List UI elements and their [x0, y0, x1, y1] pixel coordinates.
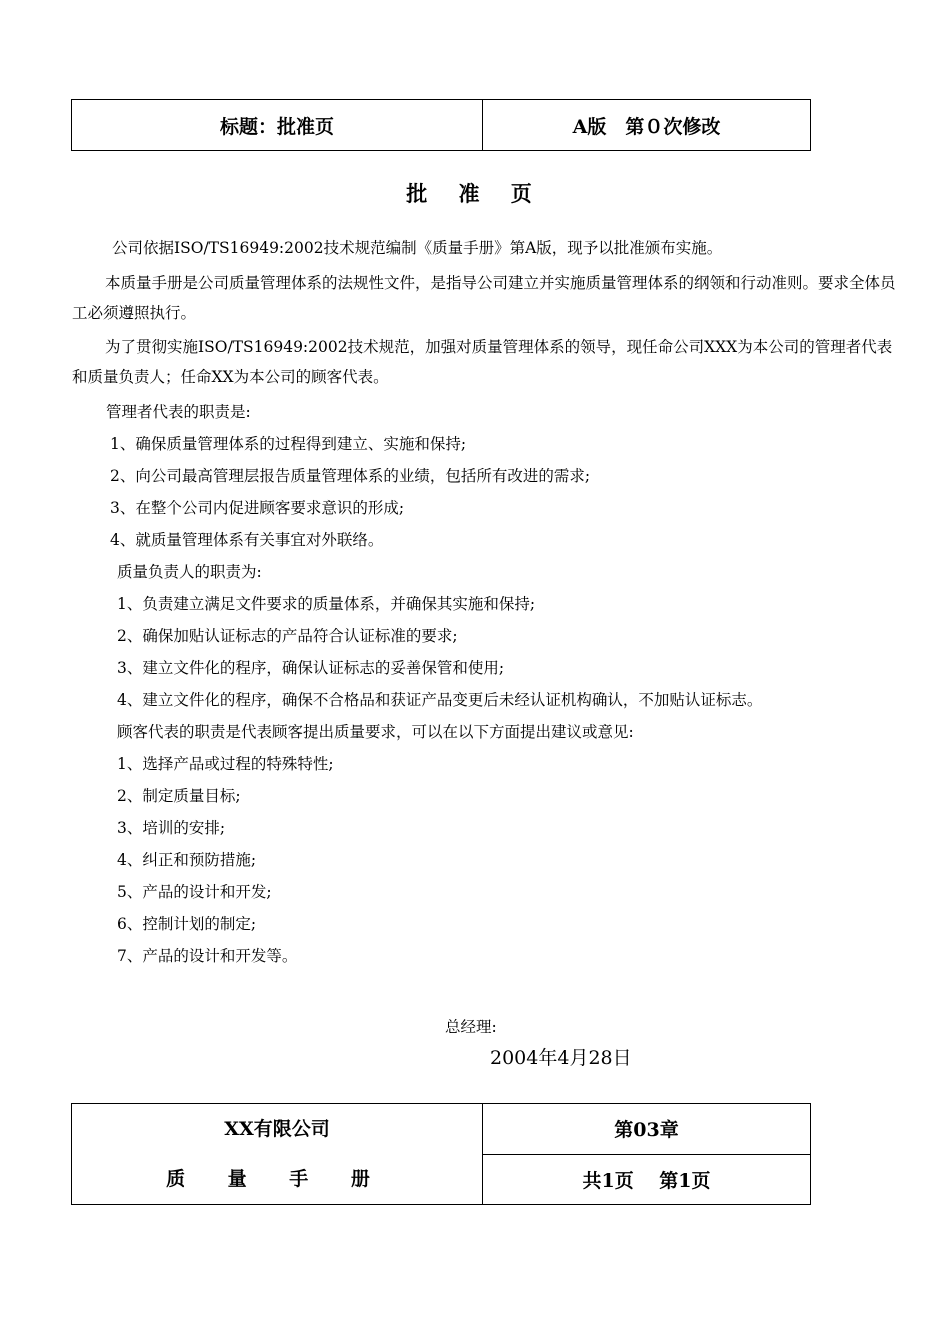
- cust-item: 5、产品的设计和开发;: [117, 883, 272, 901]
- footer-company-cell: [72, 1104, 483, 1205]
- qa-item: 1、负责建立满足文件要求的质量体系，并确保其实施和保持;: [117, 595, 536, 613]
- cust-item: 6、控制计划的制定;: [117, 915, 257, 933]
- cust-item: 3、培训的安排;: [117, 819, 226, 837]
- header-title: 标题：批准页: [72, 100, 483, 151]
- cust-item: 7、产品的设计和开发等。: [117, 947, 298, 965]
- cust-heading: 顾客代表的职责是代表顾客提出质量要求，可以在以下方面提出建议或意见:: [117, 723, 634, 741]
- paragraph-3: 为了贯彻实施ISO/TS16949:2002技术规范，加强对质量管理体系的领导，现任命公司XXX为本公司的管理者代表和质量负责人；任命XX为本公司的顾客代表。: [72, 338, 893, 386]
- cust-item: 4、纠正和预防措施;: [117, 851, 257, 869]
- footer-table: [71, 1103, 811, 1205]
- page-title: 批 准 页: [406, 181, 544, 206]
- mgr-item: 2、向公司最高管理层报告质量管理体系的业绩，包括所有改进的需求;: [110, 467, 591, 485]
- signature-date: 2004年4月28日: [490, 1047, 632, 1069]
- footer-manual: 质 量 手 册: [166, 1168, 388, 1190]
- qa-heading: 质量负责人的职责为:: [117, 563, 262, 581]
- mgr-item: 4、就质量管理体系有关事宜对外联络。: [110, 531, 384, 549]
- footer-company: XX有限公司: [224, 1118, 330, 1140]
- qa-item: 4、建立文件化的程序，确保不合格品和获证产品变更后未经认证机构确认，不加贴认证标志。: [117, 691, 763, 709]
- header-table: [71, 99, 811, 151]
- signature-label: 总经理:: [445, 1018, 497, 1036]
- footer-chapter: 第03章: [483, 1104, 811, 1155]
- qa-item: 2、确保加贴认证标志的产品符合认证标准的要求;: [117, 627, 458, 645]
- paragraph-2: 本质量手册是公司质量管理体系的法规性文件，是指导公司建立并实施质量管理体系的纲领和行动准则。要求全体员工必须遵照执行。: [72, 274, 896, 322]
- mgr-item: 1、确保质量管理体系的过程得到建立、实施和保持;: [110, 435, 467, 453]
- footer-pages: 共1页 第1页: [483, 1154, 811, 1205]
- qa-item: 3、建立文件化的程序，确保认证标志的妥善保管和使用;: [117, 659, 505, 677]
- cust-item: 1、选择产品或过程的特殊特性;: [117, 755, 334, 773]
- mgr-heading: 管理者代表的职责是:: [106, 403, 251, 421]
- cust-item: 2、制定质量目标;: [117, 787, 241, 805]
- header-version: A版 第０次修改: [483, 100, 811, 151]
- paragraph-1: 公司依据ISO/TS16949:2002技术规范编制《质量手册》第A版，现予以批准颁布实施。: [112, 239, 723, 257]
- mgr-item: 3、在整个公司内促进顾客要求意识的形成;: [110, 499, 405, 517]
